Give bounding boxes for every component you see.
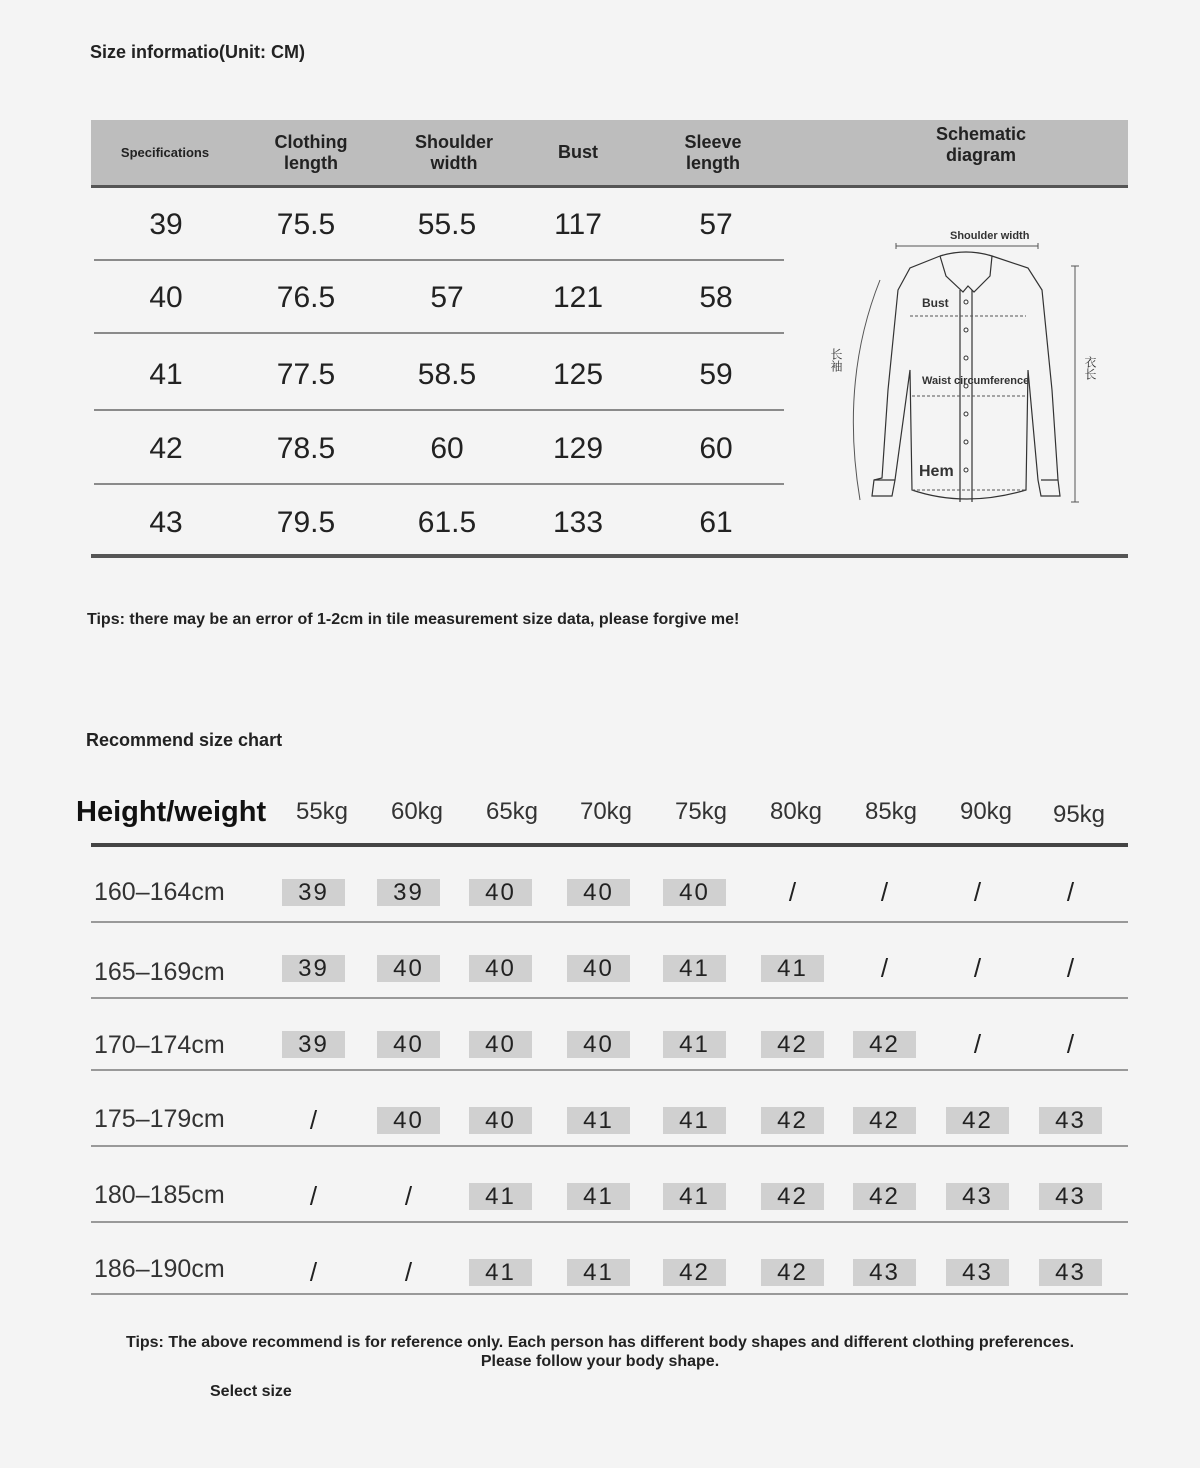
row-divider [91,1221,1128,1223]
size-unavailable: / [309,1257,318,1287]
size-badge: 39 [282,955,345,982]
row-divider [91,921,1128,923]
row-divider [91,1293,1128,1295]
size-badge: 41 [469,1259,532,1286]
size-badge: 41 [663,955,726,982]
header-schematic-diagram: Schematic diagram [935,124,1027,165]
size-badge: 43 [1039,1107,1102,1134]
size-badge: 42 [853,1183,916,1210]
size-badge: 42 [761,1259,824,1286]
table-row: 42 78.5 60 129 60 [94,412,784,485]
size-badge: 39 [377,879,440,906]
label-hem: Hem [919,463,954,480]
shirt-schematic-diagram [800,190,1128,552]
size-badge: 42 [663,1259,726,1286]
size-unavailable: / [309,1105,318,1135]
size-badge: 40 [377,955,440,982]
height-label: 186–190cm [94,1255,225,1283]
label-waist: Waist circumference [922,375,1030,387]
measurement-tip: Tips: there may be an error of 1-2cm in tile measurement size data, please forgive me! [87,611,740,628]
size-badge: 42 [761,1107,824,1134]
size-badge: 40 [663,879,726,906]
size-table-header [91,120,1128,185]
size-badge: 41 [761,955,824,982]
header-clothing-length: Clothing length [274,131,348,173]
label-sleeve-cn: 长袖 [829,348,843,372]
weight-header: 75kg [674,798,728,825]
row-divider [91,997,1128,999]
size-unavailable: / [880,953,889,983]
row-divider [91,1145,1128,1147]
weight-header: 90kg [959,798,1013,825]
recommend-header-divider [91,843,1128,847]
size-badge: 43 [946,1183,1009,1210]
height-label: 180–185cm [94,1181,225,1209]
label-length-cn: 衣长 [1083,356,1097,380]
weight-header: 85kg [864,798,918,825]
weight-header: 65kg [485,798,539,825]
header-bust: Bust [558,142,598,162]
table-row: 41 77.5 58.5 125 59 [94,338,784,411]
table-bottom-border [91,554,1128,558]
table-row: 40 76.5 57 121 58 [94,261,784,334]
size-badge: 43 [946,1259,1009,1286]
header-sleeve-length: Sleeve length [684,131,742,173]
label-bust: Bust [922,296,949,310]
size-unavailable: / [1066,953,1075,983]
row-divider [91,1069,1128,1071]
size-unavailable: / [973,953,982,983]
size-badge: 43 [1039,1183,1102,1210]
size-unavailable: / [1066,877,1075,907]
weight-header: 95kg [1052,801,1106,828]
size-badge: 42 [761,1031,824,1058]
size-badge: 41 [663,1183,726,1210]
size-unavailable: / [973,877,982,907]
size-unavailable: / [880,877,889,907]
height-label: 160–164cm [94,878,225,906]
size-unavailable: / [788,877,797,907]
row-divider [94,409,784,411]
size-badge: 42 [946,1107,1009,1134]
recommend-title: Recommend size chart [86,730,283,750]
size-badge: 41 [469,1183,532,1210]
size-badge: 40 [469,1107,532,1134]
size-badge: 41 [663,1031,726,1058]
size-unavailable: / [404,1181,413,1211]
size-badge: 39 [282,879,345,906]
size-unavailable: / [973,1029,982,1059]
size-badge: 40 [469,1031,532,1058]
height-weight-header: Height/weight [76,796,267,828]
row-divider [94,483,784,485]
size-badge: 40 [567,1031,630,1058]
label-shoulder-width: Shoulder width [950,230,1030,242]
shirt-outline-icon [800,190,1128,552]
height-label: 170–174cm [94,1031,225,1059]
header-specifications: Specifications [120,145,210,160]
height-label: 165–169cm [94,958,225,986]
size-unavailable: / [309,1181,318,1211]
row-divider [94,332,784,334]
size-badge: 40 [567,955,630,982]
weight-header: 60kg [390,798,444,825]
select-size-label: Select size [210,1383,292,1400]
weight-header: 55kg [295,798,349,825]
recommend-tip: Tips: The above recommend is for reference only. Each person has different body shapes and different clothing preferences. Please follow your body shape. [125,1334,1075,1370]
size-badge: 43 [1039,1259,1102,1286]
size-badge: 40 [377,1107,440,1134]
size-badge: 42 [761,1183,824,1210]
size-badge: 40 [567,879,630,906]
size-badge: 40 [469,879,532,906]
header-shoulder-width: Shoulder width [414,131,493,173]
page-title: Size informatio(Unit: CM) [90,42,305,62]
table-row: 39 75.5 55.5 117 57 [94,188,784,261]
size-badge: 41 [567,1259,630,1286]
size-badge: 40 [377,1031,440,1058]
size-badge: 42 [853,1031,916,1058]
height-label: 175–179cm [94,1105,225,1133]
size-badge: 40 [469,955,532,982]
size-unavailable: / [1066,1029,1075,1059]
size-badge: 39 [282,1031,345,1058]
weight-header: 80kg [769,798,823,825]
size-badge: 42 [853,1107,916,1134]
weight-header: 70kg [579,798,633,825]
size-badge: 41 [567,1183,630,1210]
size-badge: 41 [567,1107,630,1134]
size-badge: 41 [663,1107,726,1134]
size-badge: 43 [853,1259,916,1286]
table-row: 43 79.5 61.5 133 61 [149,505,733,539]
size-unavailable: / [404,1257,413,1287]
